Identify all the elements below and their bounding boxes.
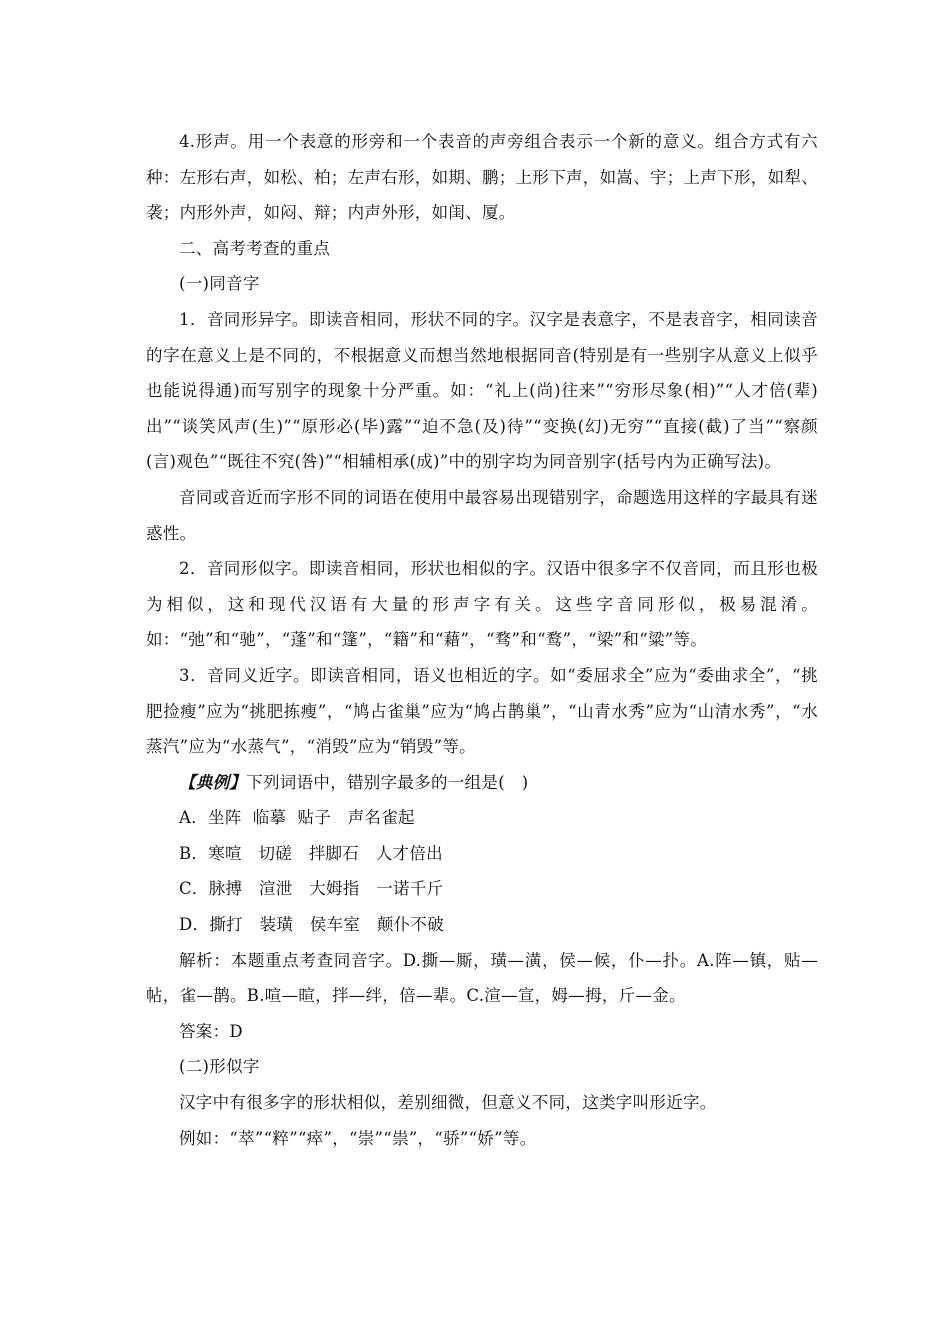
subheading-similar-form: (二)形似字 — [179, 1057, 260, 1077]
paragraph-xingsheng: 4.形声。用一个表意的形旁和一个表音的声旁组合表示一个新的意义。组合方式有六种：左形右声，如松、柏；左声右形，如期、鹏；上形下声，如嵩、宇；上声下形，如犁、袭；内形外声，如闷、辩；内声外形，如闺、厦。 — [146, 132, 818, 223]
example-question — [146, 765, 818, 801]
paragraph-same-sound-similar-form: 2．音同形似字。即读音相同，形状也相似的字。汉语中很多字不仅音同，而且形也极为相似，这和现代汉语有大量的形声字有关。这些字音同形似，极易混淆。如：“弛”和“驰”，“蓬”和“篷”，“籍”和“藉”，“骛”和“鹜”，“梁”和“粱”等。 — [146, 559, 818, 650]
analysis: 解析：本题重点考查同音字。D.撕—厮，璜—潢，侯—候，仆—扑。A.阵—镇，贴—帖，雀—鹊。B.喧—暄，拌—绊，倍—辈。C.渲—宣，姆—拇，斤—金。 — [146, 950, 818, 1006]
option-d: D．撕打 装璜 侯车室 颠仆不破 — [179, 915, 445, 935]
document-body — [146, 124, 818, 1156]
example-label: 【典例】 — [179, 772, 247, 792]
option-a: A．坐阵 临摹 贴子 声名雀起 — [179, 808, 415, 828]
option-c: C．脉搏 渲泄 大姆指 一诺千斤 — [179, 879, 444, 899]
example-question-text: 下列词语中，错别字最多的一组是( ) — [246, 772, 529, 792]
paragraph-similar-form-definition: 汉字中有很多字的形状相似，差别细微，但意义不同，这类字叫形近字。 — [179, 1093, 717, 1113]
option-b: B．寒喧 切磋 拌脚石 人才倍出 — [179, 843, 443, 863]
section-heading-gaokao-focus: 二、高考考查的重点 — [179, 238, 331, 258]
paragraph-same-sound-similar-meaning: 3．音同义近字。即读音相同，语义也相近的字。如“委屈求全”应为“委曲求全”，“挑肥捡瘦”应为“挑肥拣瘦”，“鸠占雀巢”应为“鸠占鹊巢”，“山青水秀”应为“山清水秀”，“水蒸汽”应为“水蒸气”，“消毁”应为“销毁”等。 — [146, 665, 818, 757]
subheading-homophones: (一)同音字 — [179, 274, 260, 294]
paragraph-same-sound-different-form: 1．音同形异字。即读音相同，形状不同的字。汉字是表意字，不是表音字，相同读音的字在意义上是不同的，不根据意义而想当然地根据同音(特别是有一些别字从意义上似乎也能说得通)而写别字的现象十分严重。如：“礼上(尚)往来”“穷形尽象(相)”“人才倍(辈)出”“谈笑风声(生)”“原形必(毕)露”“迫不急(及)待”“变换(幻)无穷”“直接(截)了当”“察颜(言)观色”“既往不究(咎)”“相辅相承(成)”中的别字均为同音别字(括号内为正确写法)。 — [146, 309, 818, 472]
paragraph-confusing-words: 音同或音近而字形不同的词语在使用中最容易出现错别字，命题选用这样的字最具有迷惑性。 — [146, 487, 818, 543]
answer: 答案：D — [179, 1021, 243, 1041]
paragraph-similar-form-examples: 例如：“萃”“粹”“瘁”，“崇”“祟”，“骄”“娇”等。 — [179, 1128, 537, 1148]
